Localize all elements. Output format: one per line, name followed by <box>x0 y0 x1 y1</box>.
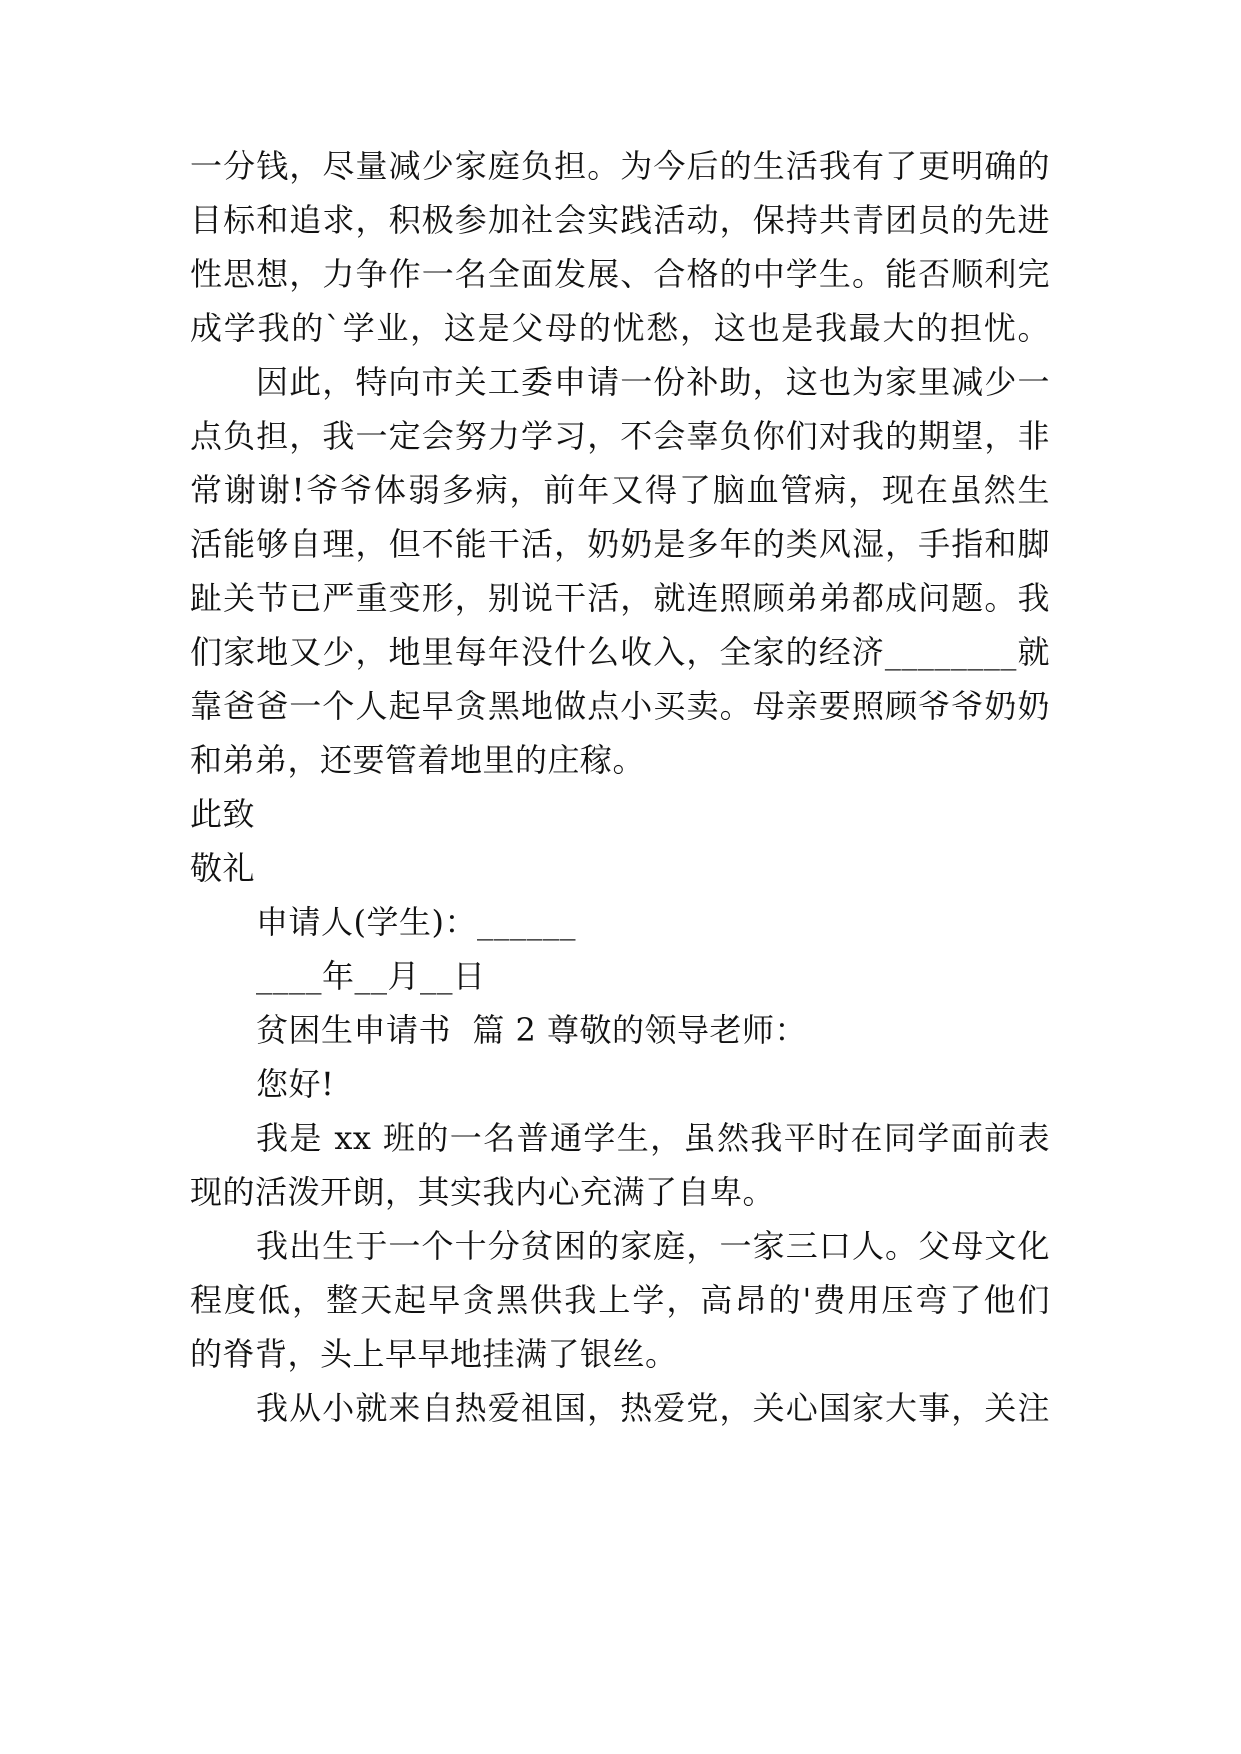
applicant-signature: 申请人(学生)：______ <box>256 903 576 941</box>
paragraph-line: 我是 xx 班的一名普通学生，虽然我平时在同学面前表 <box>256 1119 1050 1157</box>
greeting: 您好! <box>256 1065 335 1103</box>
letter-title: 贫困生申请书 篇 2 尊敬的领导老师： <box>256 1011 808 1049</box>
date-line: ____年__月__日 <box>256 957 486 995</box>
paragraph-line: 常谢谢!爷爷体弱多病，前年又得了脑血管病，现在虽然生 <box>190 471 1050 509</box>
paragraph-line: 我从小就来自热爱祖国，热爱党，关心国家大事，关注 <box>256 1389 1050 1427</box>
paragraph-line: 我出生于一个十分贫困的家庭，一家三口人。父母文化 <box>256 1227 1050 1265</box>
paragraph-line: 点负担，我一定会努力学习，不会辜负你们对我的期望，非 <box>190 417 1050 455</box>
paragraph-line: 的脊背，头上早早地挂满了银丝。 <box>190 1335 678 1373</box>
paragraph-line: 程度低，整天起早贪黑供我上学，高昂的'费用压弯了他们 <box>190 1281 1050 1319</box>
paragraph-line: 和弟弟，还要管着地里的庄稼。 <box>190 741 646 779</box>
paragraph-line: 活能够自理，但不能干活，奶奶是多年的类风湿，手指和脚 <box>190 525 1050 563</box>
closing-salutation: 此致 <box>190 795 256 833</box>
paragraph-line: 因此，特向市关工委申请一份补助，这也为家里减少一 <box>256 363 1050 401</box>
paragraph-line: 成学我的`学业，这是父母的忧愁，这也是我最大的担忧。 <box>190 309 1050 347</box>
paragraph-line: 性思想，力争作一名全面发展、合格的中学生。能否顺利完 <box>190 255 1050 293</box>
paragraph-line: 趾关节已严重变形，别说干活，就连照顾弟弟都成问题。我 <box>190 579 1050 617</box>
paragraph-line: 们家地又少，地里每年没什么收入，全家的经济________就 <box>190 633 1050 671</box>
paragraph-line: 现的活泼开朗，其实我内心充满了自卑。 <box>190 1173 776 1211</box>
paragraph-line: 目标和追求，积极参加社会实践活动，保持共青团员的先进 <box>190 201 1050 239</box>
paragraph-line: 一分钱，尽量减少家庭负担。为今后的生活我有了更明确的 <box>190 147 1050 185</box>
closing-regards: 敬礼 <box>190 849 256 887</box>
paragraph-line: 靠爸爸一个人起早贪黑地做点小买卖。母亲要照顾爷爷奶奶 <box>190 687 1050 725</box>
